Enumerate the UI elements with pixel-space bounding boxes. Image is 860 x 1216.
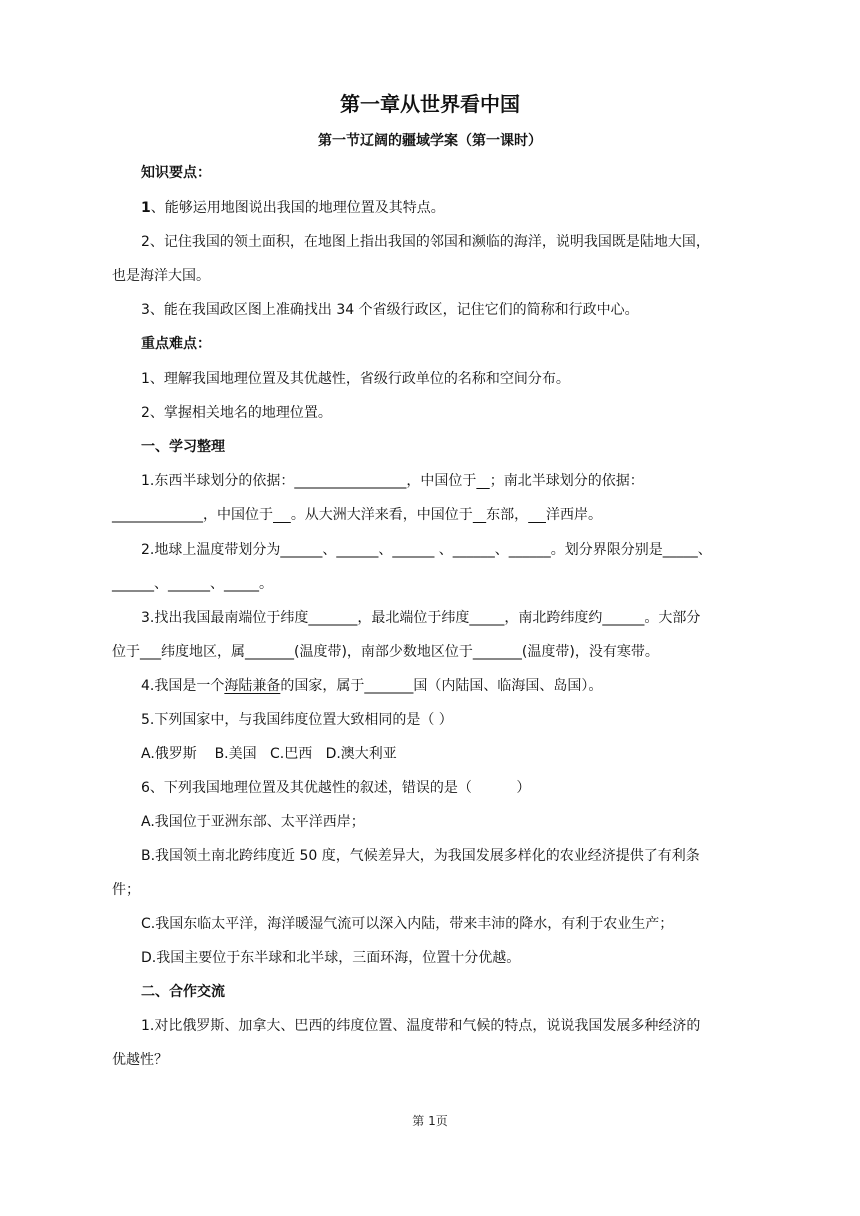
question-1-line2 [112,505,752,525]
question-6-option-a: A.我国位于亚洲东部、太平洋西岸； [141,814,365,830]
knowledge-item-2-line1: 2、记住我国的领土面积，在地图上指出我国的邻国和濒临的海洋，说明我国既是陆地大国， [141,234,710,250]
key-points-heading: 重点难点： [141,336,211,352]
question-1-line1 [141,471,752,491]
question-6-option-b-line2: 件； [112,882,140,898]
q1-blank-1 [476,473,489,489]
knowledge-item-2-line2: 也是海洋大国。 [112,268,210,284]
q1-text-b: ；南北半球划分的依据： [489,473,644,489]
key-point-2: 2、掌握相关地名的地理位置。 [141,405,332,421]
q4-underlined-term: 海陆兼备 [224,678,281,694]
q4-text-a: 4.我国是一个 [141,678,225,694]
page-title: 第一章从世界看中国 [340,92,520,116]
knowledge-heading: 知识要点： [141,165,211,181]
question-5-options: A.俄罗斯 B.美国 C.巴西 D.澳大利亚 [141,746,397,762]
page-number: 第 1页 [412,1114,448,1128]
knowledge-item-3: 3、能在我国政区图上准确找出 34 个省级行政区，记住它们的简称和行政中心。 [141,302,639,318]
key-point-1: 1、理解我国地理位置及其优越性，省级行政单位的名称和空间分布。 [141,371,570,387]
section-2-question-1-line1: 1.对比俄罗斯、加拿大、巴西的纬度位置、温度带和气候的特点，说说我国发展多种经济的 [141,1018,701,1034]
question-6-option-c: C.我国东临太平洋，海洋暖湿气流可以深入内陆，带来丰沛的降水，有利于农业生产； [141,916,674,932]
question-4 [141,676,752,696]
knowledge-item-1-text: 、能够运用地图说出我国的地理位置及其特点。 [150,200,445,216]
q1-text-c: _____________，中国位于 [112,507,273,523]
knowledge-item-1-number: 1 [141,200,151,216]
knowledge-item-1 [141,198,752,218]
q1-text-e: 东部， [486,507,529,523]
question-6-option-d: D.我国主要位于东半球和北半球，三面环海，位置十分优越。 [141,950,521,966]
question-2-line1: 2.地球上温度带划分为______、______、______ 、______、______。划分界限分别是_____、 [141,542,712,558]
section-2-question-1-line2: 优越性？ [112,1052,168,1068]
question-6-option-b-line1: B.我国领土南北跨纬度近 50 度，气候差异大，为我国发展多样化的农业经济提供了有利条 [141,848,700,864]
section-1-heading: 一、学习整理 [141,439,225,455]
question-3-line1: 3.找出我国最南端位于纬度_______，最北端位于纬度_____，南北跨纬度约______。大部分 [141,610,701,626]
q1-blank-2 [273,507,291,523]
question-2-line2: ______、______、_____。 [112,576,273,592]
q1-text-a: 1.东西半球划分的依据：________________，中国位于 [141,473,477,489]
q4-text-b: 的国家，属于_______国（内陆国、临海国、岛国）。 [280,678,603,694]
q1-blank-4 [528,507,546,523]
q1-blank-3 [473,507,486,523]
page-subtitle: 第一节辽阔的疆域学案（第一课时） [318,133,542,149]
question-6: 6、下列我国地理位置及其优越性的叙述，错误的是（ ） [141,780,531,796]
question-3-line2: 位于___纬度地区，属_______(温度带)，南部少数地区位于_______(温度带)，没有寒带。 [112,644,659,660]
question-5: 5.下列国家中，与我国纬度位置大致相同的是（ ） [141,712,453,728]
q1-text-d: 。从大洲大洋来看，中国位于 [290,507,473,523]
section-2-heading: 二、合作交流 [141,984,225,1000]
q1-text-f: 洋西岸。 [545,507,602,523]
